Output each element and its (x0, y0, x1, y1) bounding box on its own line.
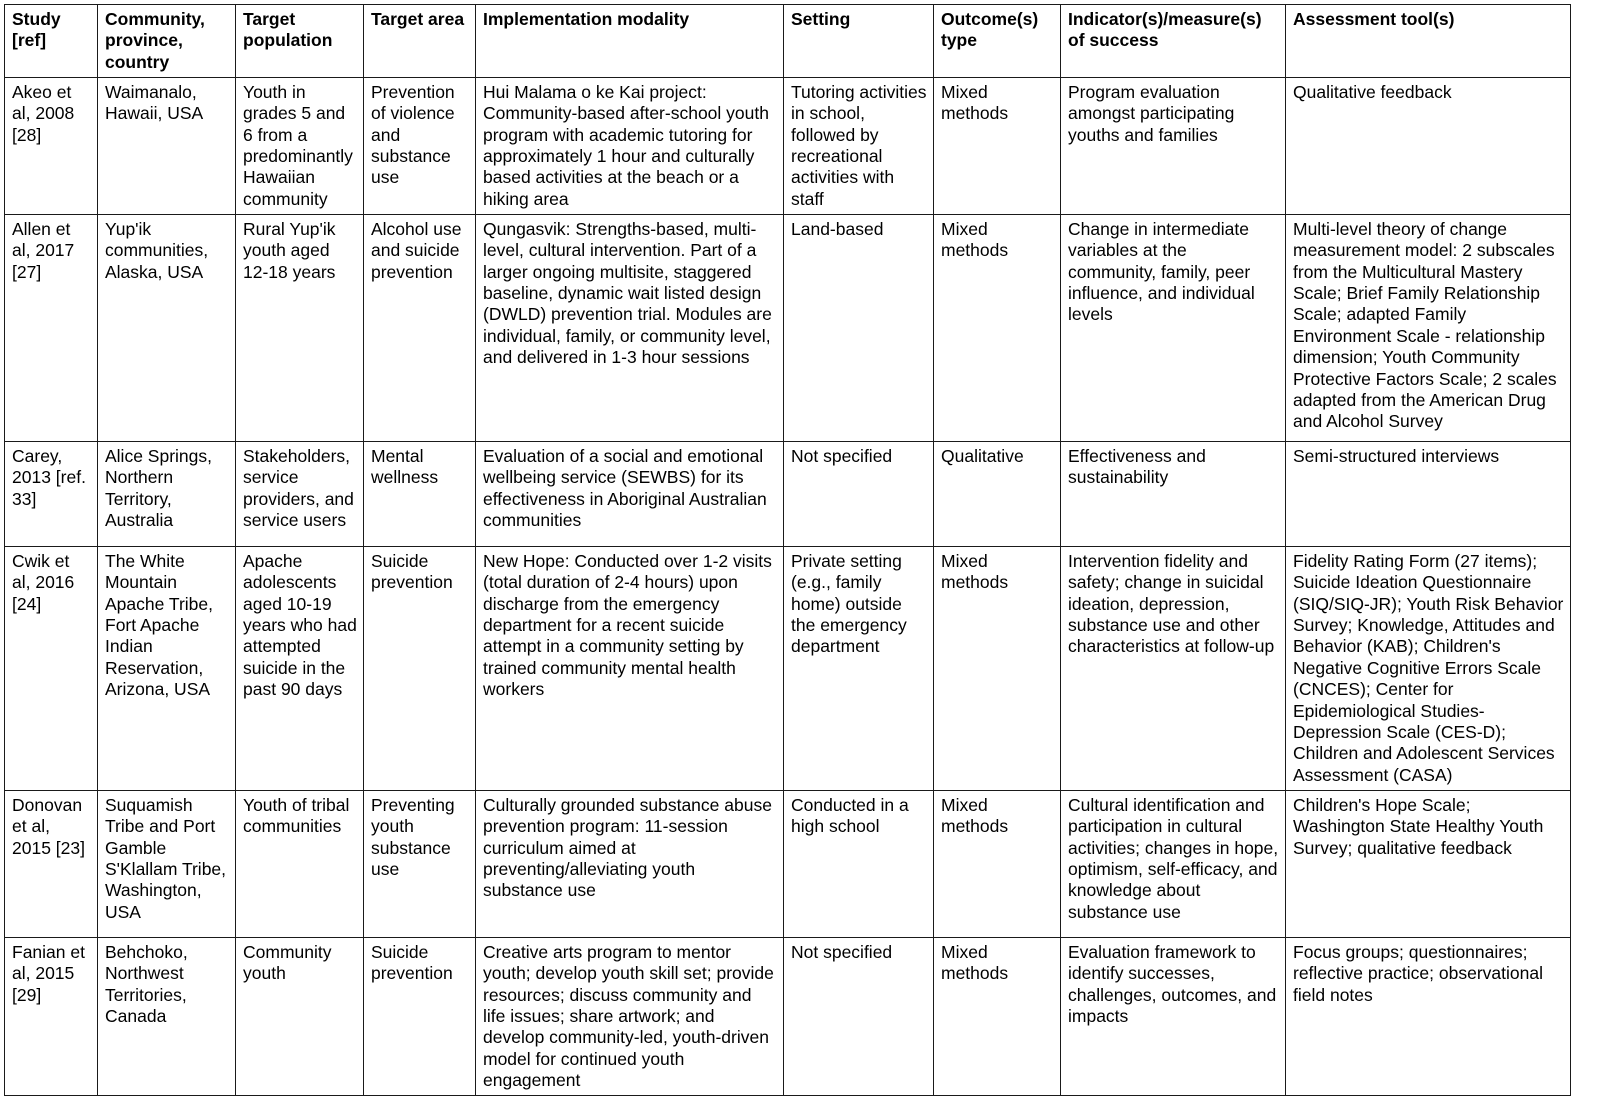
cell-target-area: Preventing youth substance use (364, 790, 476, 937)
cell-setting: Conducted in a high school (784, 790, 934, 937)
cell-target-population: Youth in grades 5 and 6 from a predominantly Hawaiian community (236, 78, 364, 215)
cell-study: Fanian et al, 2015 [29] (5, 937, 98, 1095)
cell-assessment-tools: Qualitative feedback (1286, 78, 1571, 215)
study-characteristics-table (4, 4, 1571, 1096)
cell-setting: Not specified (784, 937, 934, 1095)
cell-indicator: Program evaluation amongst participating youths and families (1061, 78, 1286, 215)
cell-indicator: Intervention fidelity and safety; change in suicidal ideation, depression, substance use and other characteristics at follow-up (1061, 547, 1286, 791)
cell-study: Allen et al, 2017 [27] (5, 215, 98, 442)
cell-community: Yup'ik communities, Alaska, USA (98, 215, 236, 442)
cell-target-area: Suicide prevention (364, 937, 476, 1095)
cell-assessment-tools: Semi-structured interviews (1286, 442, 1571, 547)
cell-target-area: Suicide prevention (364, 547, 476, 791)
column-header-implementation-modality: Implementation modality (476, 5, 784, 78)
column-header-outcome-type: Outcome(s) type (934, 5, 1061, 78)
column-header-target-population: Target population (236, 5, 364, 78)
cell-community: Suquamish Tribe and Port Gamble S'Klallam Tribe, Washington, USA (98, 790, 236, 937)
table-row (5, 937, 1571, 1095)
cell-study: Carey, 2013 [ref. 33] (5, 442, 98, 547)
cell-setting: Land-based (784, 215, 934, 442)
cell-study: Cwik et al, 2016 [24] (5, 547, 98, 791)
cell-target-population: Stakeholders, service providers, and service users (236, 442, 364, 547)
cell-setting: Tutoring activities in school, followed by recreational activities with staff (784, 78, 934, 215)
column-header-setting: Setting (784, 5, 934, 78)
cell-community: Waimanalo, Hawaii, USA (98, 78, 236, 215)
cell-outcome-type: Mixed methods (934, 937, 1061, 1095)
cell-assessment-tools: Focus groups; questionnaires; reflective practice; observational field notes (1286, 937, 1571, 1095)
cell-target-area: Prevention of violence and substance use (364, 78, 476, 215)
column-header-indicator-of-success: Indicator(s)/measure(s) of success (1061, 5, 1286, 78)
cell-outcome-type: Mixed methods (934, 78, 1061, 215)
table-row (5, 215, 1571, 442)
cell-setting: Not specified (784, 442, 934, 547)
column-header-assessment-tools: Assessment tool(s) (1286, 5, 1571, 78)
cell-target-population: Community youth (236, 937, 364, 1095)
cell-outcome-type: Mixed methods (934, 547, 1061, 791)
cell-assessment-tools: Fidelity Rating Form (27 items); Suicide Ideation Questionnaire (SIQ/SIQ-JR); Youth Risk Behavior Survey; Knowledge, Attitudes and Behavior (KAB); Children's Negative Cognitive Errors Scale (CNCES); Center for Epidemiological Studies-Depression Scale (CES-D); Children and Adolescent Services Assessment (CASA) (1286, 547, 1571, 791)
table-row (5, 442, 1571, 547)
table-row (5, 547, 1571, 791)
cell-target-area: Mental wellness (364, 442, 476, 547)
table-body (5, 78, 1571, 1096)
cell-assessment-tools: Children's Hope Scale; Washington State Healthy Youth Survey; qualitative feedback (1286, 790, 1571, 937)
cell-implementation-modality: Qungasvik: Strengths-based, multi-level, cultural intervention. Part of a larger ongoing multisite, staggered baseline, dynamic wait listed design (DWLD) prevention trial. Modules are individual, family, or community level, and delivered in 1-3 hour sessions (476, 215, 784, 442)
cell-indicator: Evaluation framework to identify successes, challenges, outcomes, and impacts (1061, 937, 1286, 1095)
cell-indicator: Effectiveness and sustainability (1061, 442, 1286, 547)
cell-outcome-type: Qualitative (934, 442, 1061, 547)
table-header-row (5, 5, 1571, 78)
cell-outcome-type: Mixed methods (934, 790, 1061, 937)
column-header-community: Community, province, country (98, 5, 236, 78)
cell-implementation-modality: Evaluation of a social and emotional wellbeing service (SEWBS) for its effectiveness in Aboriginal Australian communities (476, 442, 784, 547)
cell-outcome-type: Mixed methods (934, 215, 1061, 442)
table-row (5, 790, 1571, 937)
cell-implementation-modality: New Hope: Conducted over 1-2 visits (total duration of 2-4 hours) upon discharge from the emergency department for a recent suicide attempt in a community setting by trained community mental health workers (476, 547, 784, 791)
cell-implementation-modality: Creative arts program to mentor youth; develop youth skill set; provide resources; discuss community and life issues; share artwork; and develop community-led, youth-driven model for continued youth engagement (476, 937, 784, 1095)
cell-indicator: Change in intermediate variables at the community, family, peer influence, and individual levels (1061, 215, 1286, 442)
cell-assessment-tools: Multi-level theory of change measurement model: 2 subscales from the Multicultural Mastery Scale; Brief Family Relationship Scale; adapted Family Environment Scale - relationship dimension; Youth Community Protective Factors Scale; 2 scales adapted from the American Drug and Alcohol Survey (1286, 215, 1571, 442)
cell-study: Donovan et al, 2015 [23] (5, 790, 98, 937)
cell-implementation-modality: Hui Malama o ke Kai project: Community-based after-school youth program with academic tutoring for approximately 1 hour and culturally based activities at the beach or a hiking area (476, 78, 784, 215)
cell-indicator: Cultural identification and participation in cultural activities; changes in hope, optimism, self-efficacy, and knowledge about substance use (1061, 790, 1286, 937)
column-header-target-area: Target area (364, 5, 476, 78)
cell-target-population: Youth of tribal communities (236, 790, 364, 937)
cell-implementation-modality: Culturally grounded substance abuse prevention program: 11-session curriculum aimed at preventing/alleviating youth substance use (476, 790, 784, 937)
cell-community: Alice Springs, Northern Territory, Australia (98, 442, 236, 547)
column-header-study: Study [ref] (5, 5, 98, 78)
cell-setting: Private setting (e.g., family home) outside the emergency department (784, 547, 934, 791)
cell-community: The White Mountain Apache Tribe, Fort Apache Indian Reservation, Arizona, USA (98, 547, 236, 791)
cell-study: Akeo et al, 2008 [28] (5, 78, 98, 215)
cell-community: Behchoko, Northwest Territories, Canada (98, 937, 236, 1095)
table-row (5, 78, 1571, 215)
cell-target-area: Alcohol use and suicide prevention (364, 215, 476, 442)
cell-target-population: Rural Yup'ik youth aged 12-18 years (236, 215, 364, 442)
cell-target-population: Apache adolescents aged 10-19 years who had attempted suicide in the past 90 days (236, 547, 364, 791)
